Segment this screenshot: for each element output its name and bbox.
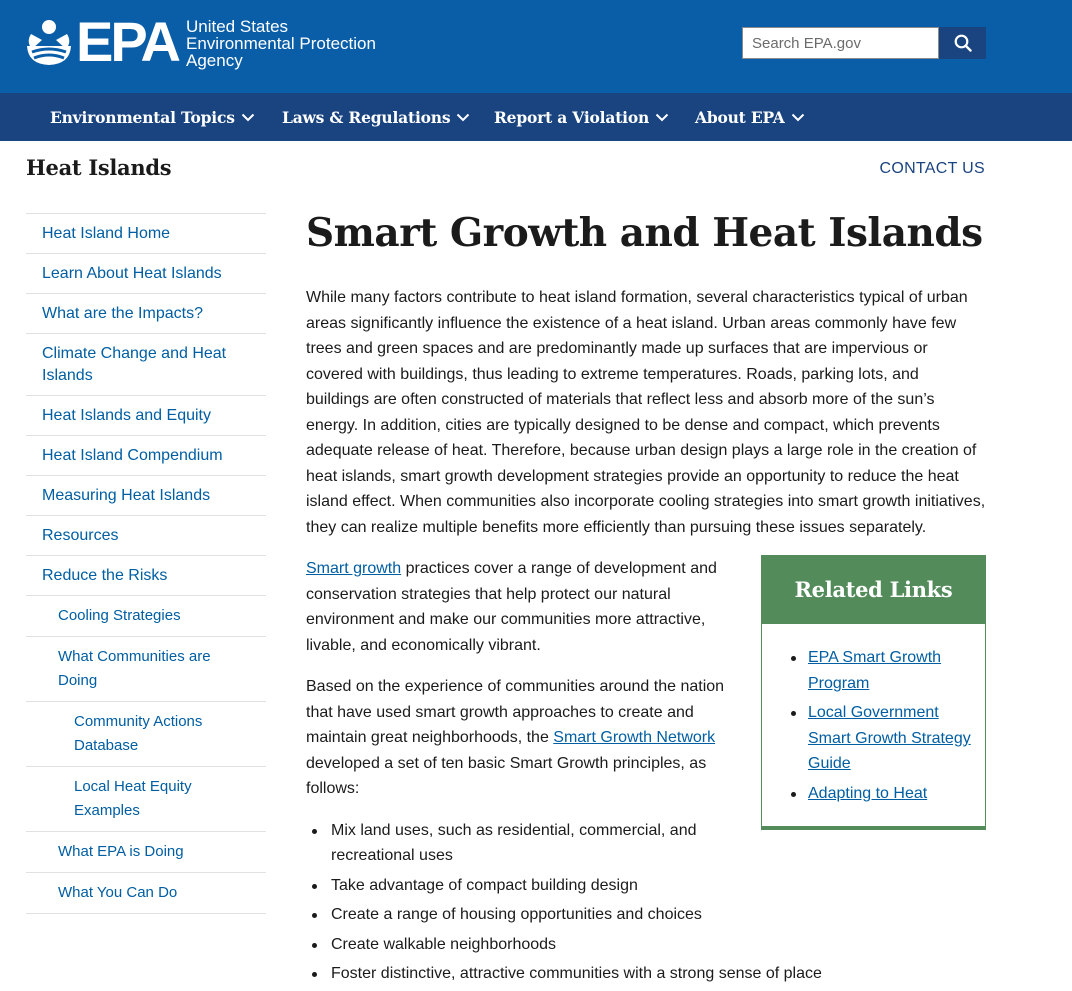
- page-title: Smart Growth and Heat Islands: [306, 210, 983, 256]
- sidebar-item-epa-doing[interactable]: What EPA is Doing: [26, 832, 266, 873]
- sidebar-item-resources[interactable]: Resources: [26, 516, 266, 556]
- list-item: [786, 781, 971, 807]
- agency-name: [186, 18, 376, 69]
- chevron-down-icon: [241, 113, 255, 122]
- related-link-local-government-guide[interactable]: Local Government Smart Growth Strategy Guide: [808, 704, 971, 772]
- search-button[interactable]: [939, 27, 986, 59]
- nav-label: Environmental Topics: [50, 107, 235, 127]
- list-item: Create a range of housing opportunities and choices: [306, 902, 826, 928]
- related-links-title: Related Links: [762, 556, 985, 624]
- intro-paragraph: While many factors contribute to heat island formation, several characteristics typical of urban areas significantly influence the existence of a heat island. Urban areas commonly have few trees and green spaces and are predominantly made up surfaces that are impervious or covered with buildings, thus leading to extreme temperatures. Roads, parking lots, and buildings are often constructed of materials that reflect less and absorb more of the sun’s energy. In addition, cities are typically designed to be dense and compact, which prevents adequate release of heat. Therefore, because urban design plays a large role in the creation of heat islands, smart growth development strategies provide an opportunity to reduce the heat island effect. When communities also incorporate cooling strategies into smart growth initiatives, they can realize multiple benefits more efficiently than pursuing these issues separately.: [306, 289, 986, 536]
- paragraph-text: developed a set of ten basic Smart Growth principles, as follows:: [306, 754, 707, 797]
- sidebar-item-reduce-risks[interactable]: Reduce the Risks: [26, 556, 266, 596]
- related-links-list: [762, 624, 985, 826]
- sidebar-item-measuring[interactable]: Measuring Heat Islands: [26, 476, 266, 516]
- nav-laws-regulations[interactable]: [282, 93, 470, 141]
- smart-growth-link[interactable]: Smart growth: [306, 560, 402, 577]
- sidebar-item-compendium[interactable]: Heat Island Compendium: [26, 436, 266, 476]
- agency-line-1: United States: [186, 17, 289, 36]
- chevron-down-icon: [456, 113, 470, 122]
- nav-label: Report a Violation: [494, 107, 650, 127]
- related-link-adapting-to-heat[interactable]: Adapting to Heat: [808, 784, 928, 802]
- chevron-down-icon: [791, 113, 805, 122]
- list-item: Foster distinctive, attractive communities with a strong sense of place: [306, 961, 826, 987]
- sidebar-item-equity[interactable]: Heat Islands and Equity: [26, 396, 266, 436]
- principles-intro-paragraph: [306, 674, 726, 802]
- search-input[interactable]: [742, 27, 939, 59]
- contact-us-link[interactable]: CONTACT US: [879, 160, 985, 177]
- epa-flower-icon: [24, 16, 74, 68]
- nav-about-epa[interactable]: [695, 93, 805, 141]
- sidebar-item-local-heat-equity[interactable]: Local Heat Equity Examples: [26, 767, 266, 832]
- paragraph-text: Based on the experience of communities around the nation that have used smart growth approaches to create and maintain great neighborhoods, the: [306, 678, 725, 746]
- sidebar-nav: [26, 213, 266, 914]
- site-header: [0, 0, 1072, 93]
- list-item: Take advantage of compact building design: [306, 873, 826, 899]
- list-item: Create walkable neighborhoods: [306, 932, 826, 958]
- search-icon: [954, 34, 972, 52]
- main-nav: [0, 93, 1072, 141]
- smart-growth-paragraph: [306, 556, 726, 658]
- sidebar-item-communities-doing[interactable]: What Communities are Doing: [26, 637, 266, 702]
- sidebar-item-learn-about[interactable]: Learn About Heat Islands: [26, 254, 266, 294]
- agency-line-3: Agency: [186, 51, 243, 70]
- sidebar-item-impacts[interactable]: What are the Impacts?: [26, 294, 266, 334]
- related-links-box: [761, 555, 986, 830]
- logo-wordmark: EPA: [76, 10, 178, 73]
- list-item: [786, 645, 971, 696]
- sidebar-item-climate-change[interactable]: Climate Change and Heat Islands: [26, 334, 266, 396]
- nav-label: About EPA: [695, 107, 785, 127]
- sidebar-item-heat-island-home[interactable]: Heat Island Home: [26, 214, 266, 254]
- chevron-down-icon: [655, 113, 669, 122]
- nav-label: Laws & Regulations: [282, 107, 451, 127]
- search-form: [742, 27, 986, 59]
- nav-environmental-topics[interactable]: [50, 93, 255, 141]
- sidebar-item-cooling-strategies[interactable]: Cooling Strategies: [26, 596, 266, 637]
- list-item: [786, 700, 971, 777]
- smart-growth-network-link[interactable]: Smart Growth Network: [553, 729, 716, 746]
- sidebar-item-community-actions-db[interactable]: Community Actions Database: [26, 702, 266, 767]
- principles-list: [306, 818, 986, 987]
- related-link-smart-growth-program[interactable]: EPA Smart Growth Program: [808, 649, 942, 692]
- list-item: Mix land uses, such as residential, commercial, and recreational uses: [306, 818, 726, 869]
- paragraph-text: practices cover a range of development and conservation strategies that help protect our natural environment and make our communities more attractive, livable, and economically vibrant.: [306, 560, 717, 654]
- nav-report-violation[interactable]: [494, 93, 669, 141]
- agency-line-2: Environmental Protection: [186, 34, 376, 53]
- section-title: Heat Islands: [26, 155, 172, 180]
- sidebar-item-you-can-do[interactable]: What You Can Do: [26, 873, 266, 914]
- epa-logo[interactable]: [24, 10, 376, 73]
